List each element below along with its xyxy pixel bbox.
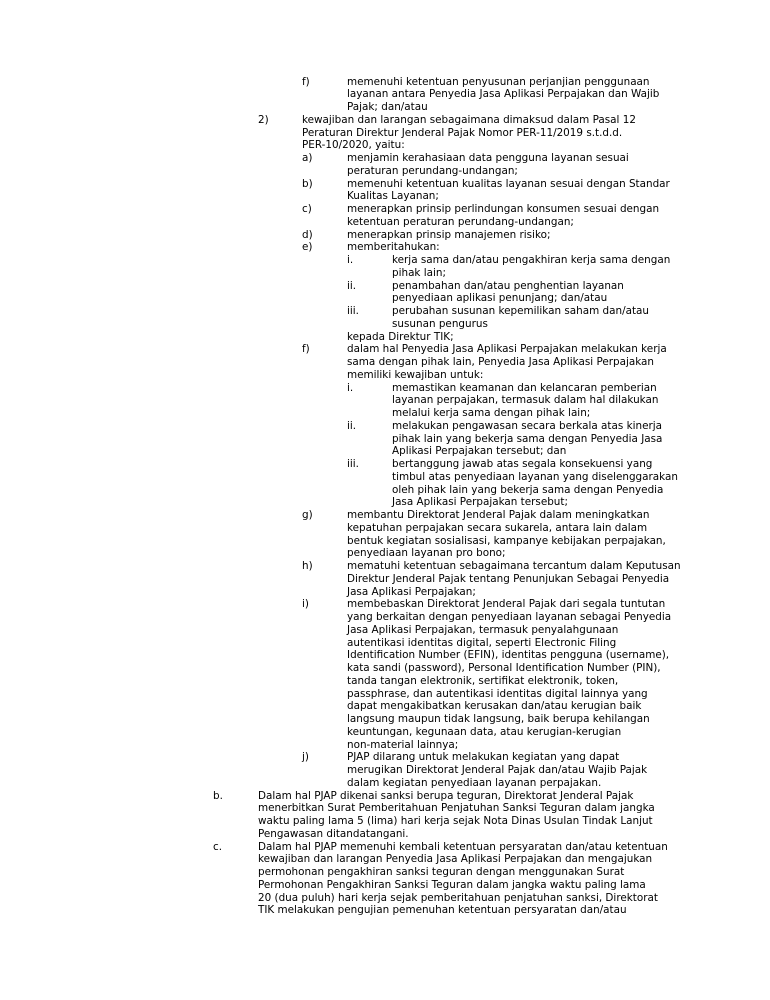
- list-item-j: [0, 751, 770, 789]
- item-text: kata sandi (password), Personal Identification Number (PIN),: [347, 662, 661, 674]
- item-text: memiliki kewajiban untuk:: [347, 368, 484, 381]
- line: [0, 790, 770, 803]
- line: [0, 484, 770, 497]
- line: [0, 688, 770, 701]
- point-text: melalui kerja sama dengan pihak lain;: [392, 407, 591, 419]
- line: [0, 573, 770, 586]
- line: [0, 713, 770, 726]
- item-label: e): [302, 241, 313, 254]
- item-text: autentikasi identitas digital, seperti Electronic Filing: [347, 636, 617, 649]
- list-item-d: [0, 229, 770, 242]
- line: [0, 700, 770, 713]
- point-text: pihak lain;: [392, 266, 446, 279]
- item-text: dapat mengakibatkan kerusakan dan/atau kerugian baik: [347, 700, 642, 713]
- line: [0, 267, 770, 280]
- line: [0, 522, 770, 535]
- line: [0, 331, 770, 344]
- item-text: Direktur Jenderal Pajak tentang Penunjukan Sebagai Penyedia: [347, 572, 670, 585]
- line: [0, 114, 770, 127]
- item-text: kewajiban dan larangan sebagaimana dimaksud dalam Pasal 12: [302, 113, 636, 126]
- item-text: membebaskan Direktorat Jenderal Pajak dari segala tuntutan: [347, 598, 666, 611]
- item-text: mematuhi ketentuan sebagaimana tercantum dalam Keputusan: [347, 560, 681, 572]
- line: [0, 675, 770, 688]
- paragraph-b: [0, 790, 770, 841]
- item-text: menerapkan prinsip manajemen risiko;: [347, 228, 551, 241]
- item-text: Jasa Aplikasi Perpajakan, termasuk penyalahgunaan: [347, 623, 619, 636]
- item-text: Peraturan Direktur Jenderal Pajak Nomor PER-11/2019 s.t.d.d.: [302, 126, 623, 139]
- item-label: h): [302, 560, 313, 572]
- line: [0, 828, 770, 841]
- line: [0, 190, 770, 203]
- item-text: Jasa Aplikasi Perpajakan;: [347, 585, 476, 598]
- item-text: passphrase, dan autentikasi identitas digital lainnya yang: [347, 687, 648, 700]
- item-label: j): [302, 751, 309, 764]
- list-item-e: [0, 241, 770, 343]
- line: [0, 76, 770, 89]
- line: [0, 343, 770, 356]
- item-text: memberitahukan:: [347, 241, 440, 254]
- item-text: menjamin kerahasiaan data pengguna layanan sesuai: [347, 152, 629, 164]
- item-text: Identification Number (EFIN), identitas pengguna (username),: [347, 649, 670, 662]
- item-label: g): [302, 509, 313, 521]
- item-text: dalam hal Penyedia Jasa Aplikasi Perpajakan melakukan kerja: [347, 343, 667, 356]
- line: [0, 433, 770, 446]
- item-text: PJAP dilarang untuk melakukan kegiatan yang dapat: [347, 751, 620, 764]
- line: [0, 841, 770, 854]
- item-text: ketentuan peraturan perundang-undangan;: [347, 215, 574, 228]
- item-label: i): [302, 598, 309, 611]
- line: [0, 88, 770, 101]
- item-text: Dalam hal PJAP dikenai sanksi berupa teguran, Direktorat Jenderal Pajak: [258, 789, 634, 802]
- line: [0, 547, 770, 560]
- point-text: memastikan keamanan dan kelancaran pemberian: [392, 381, 657, 394]
- list-item-h: [0, 560, 770, 598]
- line: [0, 637, 770, 650]
- line: [0, 458, 770, 471]
- line: [0, 611, 770, 624]
- line: [0, 866, 770, 879]
- line: [0, 649, 770, 662]
- point-text: timbul atas penyediaan layanan yang diselenggarakan: [392, 470, 678, 483]
- line: [0, 369, 770, 382]
- line: [0, 203, 770, 216]
- point-text: layanan perpajakan, termasuk dalam hal dilakukan: [392, 394, 659, 407]
- line: [0, 764, 770, 777]
- line: [0, 598, 770, 611]
- item-label: b): [302, 177, 313, 190]
- item-text: kewajiban dan larangan Penyedia Jasa Aplikasi Perpajakan dan mengajukan: [258, 853, 653, 866]
- item-text: layanan antara Penyedia Jasa Aplikasi Perpajakan dan Wajib: [347, 88, 660, 101]
- point-text: pihak lain yang bekerja sama dengan Penyedia Jasa: [392, 432, 663, 445]
- point-text: kerja sama dan/atau pengakhiran kerja sama dengan: [392, 254, 671, 266]
- line: [0, 101, 770, 114]
- item-text: waktu paling lama 5 (lima) hari kerja sejak Nota Dinas Usulan Tindak Lanjut: [258, 815, 653, 827]
- line: [0, 394, 770, 407]
- item-label: f): [302, 343, 310, 356]
- line: [0, 305, 770, 318]
- line: [0, 535, 770, 548]
- point-label: ii.: [347, 279, 357, 292]
- line: [0, 178, 770, 191]
- item-text: kepatuhan perpajakan secara sukarela, antara lain dalam: [347, 521, 648, 534]
- point-label: ii.: [347, 419, 357, 432]
- item-text: bentuk kegiatan sosialisasi, kampanye kebijakan perpajakan,: [347, 534, 666, 547]
- list-item-i: [0, 598, 770, 751]
- list-item-a: [0, 152, 770, 178]
- point-text: Aplikasi Perpajakan tersebut; dan: [392, 445, 567, 458]
- line: [0, 216, 770, 229]
- line: [0, 318, 770, 331]
- line: [0, 382, 770, 395]
- line: [0, 751, 770, 764]
- item-label: 2): [258, 113, 269, 126]
- item-text: menerapkan prinsip perlindungan konsumen sesuai dengan: [347, 203, 660, 215]
- list-item-g: [0, 509, 770, 560]
- line: [0, 292, 770, 305]
- point-label: i.: [347, 254, 354, 266]
- item-text: Dalam hal PJAP memenuhi kembali ketentuan persyaratan dan/atau ketentuan: [258, 840, 668, 853]
- list-item-2: [0, 114, 770, 790]
- list-item-c: [0, 203, 770, 229]
- line: [0, 904, 770, 917]
- point-text: penambahan dan/atau penghentian layanan: [392, 279, 624, 292]
- item-text: Pengawasan ditandatangani.: [258, 827, 409, 840]
- item-label: c.: [213, 840, 223, 853]
- point-text: Jasa Aplikasi Perpajakan tersebut;: [392, 496, 568, 509]
- item-text: yang berkaitan dengan penyediaan layanan sebagai Penyedia: [347, 611, 672, 623]
- line: [0, 879, 770, 892]
- point-label: i.: [347, 381, 354, 394]
- item-text: tanda tangan elektronik, sertifikat elektronik, token,: [347, 674, 619, 687]
- item-label: c): [302, 203, 312, 215]
- item-label: d): [302, 228, 313, 241]
- point-text: bertanggung jawab atas segala konsekuensi yang: [392, 458, 653, 470]
- item-text: TIK melakukan pengujian pemenuhan ketentuan persyaratan dan/atau: [258, 904, 627, 917]
- item-text: Kualitas Layanan;: [347, 190, 439, 203]
- line: [0, 280, 770, 293]
- line: [0, 662, 770, 675]
- line: [0, 127, 770, 140]
- line: [0, 445, 770, 458]
- point-label: iii.: [347, 305, 359, 317]
- item-text: permohonan pengakhiran sanksi teguran dengan menggunakan Surat: [258, 866, 625, 878]
- line: [0, 496, 770, 509]
- line: [0, 254, 770, 267]
- item-text: 20 (dua puluh) hari kerja sejak pemberitahuan penjatuhan sanksi, Direktorat: [258, 891, 658, 904]
- line: [0, 853, 770, 866]
- line: [0, 165, 770, 178]
- document-body: [0, 76, 770, 918]
- point-label: iii.: [347, 458, 359, 470]
- line: [0, 815, 770, 828]
- line: [0, 471, 770, 484]
- item-text: Pajak; dan/atau: [347, 101, 428, 113]
- line: [0, 139, 770, 152]
- item-text: sama dengan pihak lain, Penyedia Jasa Aplikasi Perpajakan: [347, 356, 655, 368]
- item-text: keuntungan, kegunaan data, atau kerugian-kerugian: [347, 725, 622, 738]
- point-text: susunan pengurus: [392, 317, 488, 330]
- paragraph-c: [0, 841, 770, 918]
- item-text: membantu Direktorat Jenderal Pajak dalam meningkatkan: [347, 509, 650, 521]
- point-text: penyediaan aplikasi penunjang; dan/atau: [392, 292, 608, 305]
- item-text: non-material lainnya;: [347, 738, 459, 751]
- line: [0, 726, 770, 739]
- item-text: memenuhi ketentuan kualitas layanan sesuai dengan Standar: [347, 177, 670, 190]
- list-item-f: [0, 343, 770, 509]
- line: [0, 420, 770, 433]
- item-text: menerbitkan Surat Pemberitahuan Penjatuhan Sanksi Teguran dalam jangka: [258, 802, 655, 815]
- line: [0, 586, 770, 599]
- line: [0, 802, 770, 815]
- line: [0, 624, 770, 637]
- item-text: penyediaan layanan pro bono;: [347, 547, 506, 560]
- line: [0, 152, 770, 165]
- line: [0, 356, 770, 369]
- line: [0, 892, 770, 905]
- list-item-f-prev: [0, 76, 770, 114]
- item-text: merugikan Direktorat Jenderal Pajak dan/atau Wajib Pajak: [347, 764, 648, 776]
- item-label: f): [302, 75, 310, 88]
- line: [0, 407, 770, 420]
- list-item-b: [0, 178, 770, 204]
- item-text: PER-10/2020, yaitu:: [302, 139, 405, 152]
- item-text: Permohonan Pengakhiran Sanksi Teguran dalam jangka waktu paling lama: [258, 878, 646, 891]
- item-text: memenuhi ketentuan penyusunan perjanjian penggunaan: [347, 75, 650, 88]
- line: [0, 509, 770, 522]
- item-text: langsung maupun tidak langsung, baik berupa kehilangan: [347, 713, 650, 725]
- point-text: oleh pihak lain yang bekerja sama dengan Penyedia: [392, 483, 664, 496]
- line: [0, 229, 770, 242]
- line: [0, 739, 770, 752]
- item-text: peraturan perundang-undangan;: [347, 164, 518, 177]
- point-text: melakukan pengawasan secara berkala atas kinerja: [392, 419, 662, 432]
- line: [0, 241, 770, 254]
- point-text: perubahan susunan kepemilikan saham dan/atau: [392, 305, 649, 317]
- item-text: dalam kegiatan penyediaan layanan perpajakan.: [347, 776, 602, 789]
- item-label: b.: [213, 789, 223, 802]
- item-label: a): [302, 152, 313, 164]
- item-closing-text: kepada Direktur TIK;: [347, 330, 454, 343]
- line: [0, 560, 770, 573]
- line: [0, 777, 770, 790]
